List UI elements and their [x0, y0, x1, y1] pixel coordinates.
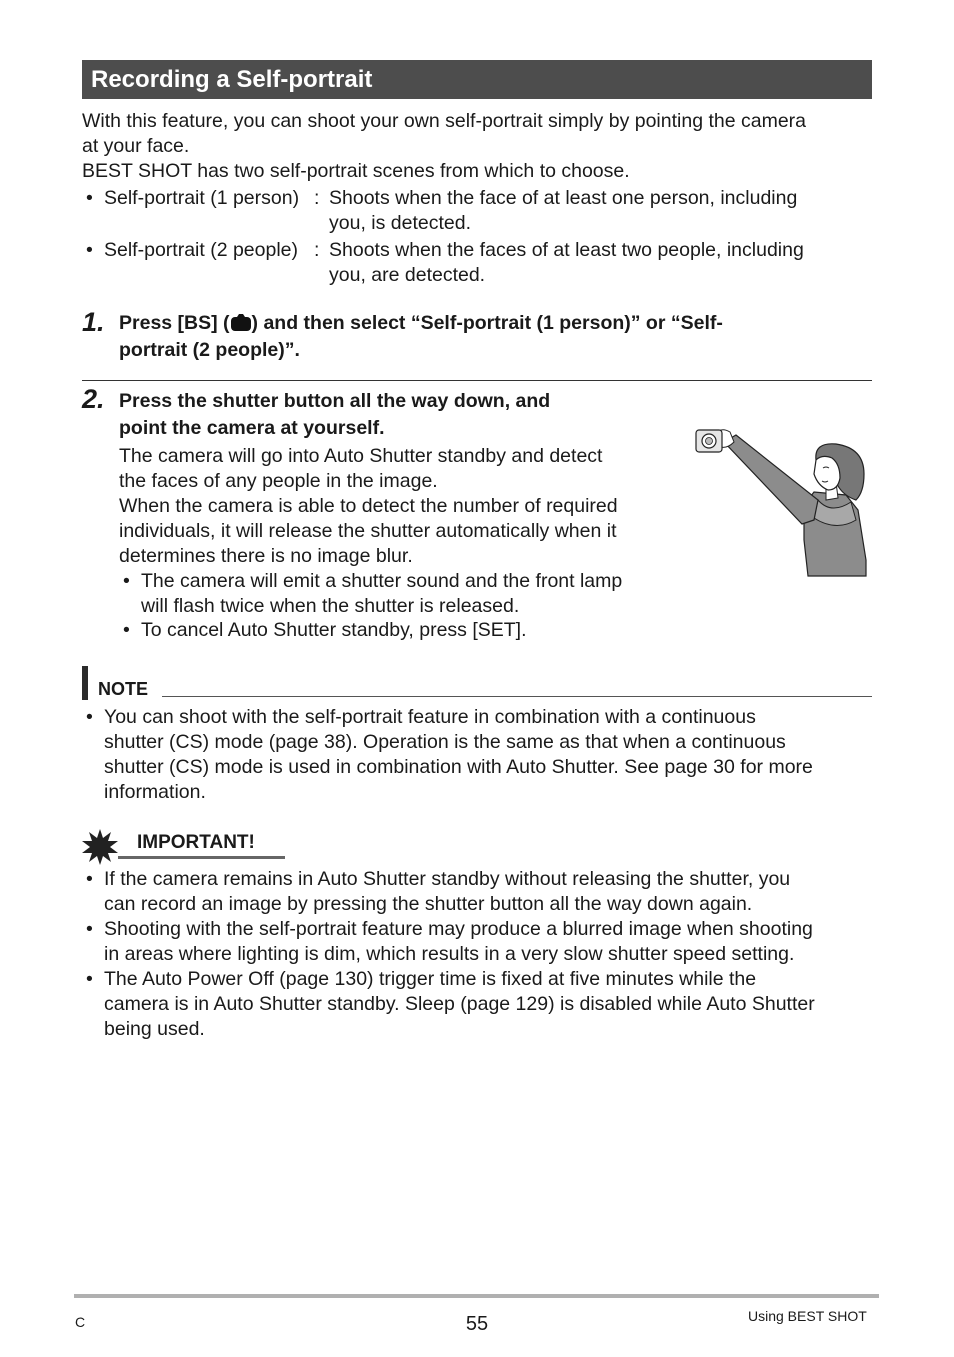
scene-desc: Shoots when the face of at least one person, including: [329, 187, 798, 209]
important-rule: [118, 856, 285, 859]
page-number: 55: [465, 1313, 489, 1335]
bullet-dot: •: [86, 239, 93, 261]
bullet-dot: •: [86, 968, 93, 990]
step-bullet-line: To cancel Auto Shutter standby, press [SET].: [141, 619, 527, 641]
scene-separator: :: [314, 187, 320, 209]
important-line: can record an image by pressing the shutter button all the way down again.: [104, 893, 753, 915]
intro-line: at your face.: [82, 135, 190, 157]
bullet-dot: •: [86, 868, 93, 890]
bs-camera-icon: [230, 312, 252, 339]
intro-line: With this feature, you can shoot your own self-portrait simply by pointing the camera: [82, 110, 807, 132]
bullet-dot: •: [86, 918, 93, 940]
note-line: shutter (CS) mode (page 38). Operation is the same as that when a continuous: [104, 731, 786, 753]
step-body-line: The camera will go into Auto Shutter standby and detect: [119, 445, 603, 467]
step-title: portrait (2 people)”.: [119, 339, 300, 361]
step-body-line: individuals, it will release the shutter automatically when it: [119, 520, 617, 542]
step-bullet-line: The camera will emit a shutter sound and the front lamp: [141, 570, 623, 592]
footer-chapter: Using BEST SHOT: [748, 1308, 867, 1324]
section-title: Recording a Self-portrait: [82, 60, 872, 99]
important-line: in areas where lighting is dim, which results in a very slow shutter speed setting.: [104, 943, 795, 965]
important-burst-icon: [82, 829, 118, 865]
step-bullet-line: will flash twice when the shutter is released.: [141, 595, 520, 617]
important-label: IMPORTANT!: [137, 832, 255, 853]
important-line: camera is in Auto Shutter standby. Sleep (page 129) is disabled while Auto Shutter: [104, 993, 815, 1015]
important-line: Shooting with the self-portrait feature may produce a blurred image when shooting: [104, 918, 813, 940]
note-label: NOTE: [98, 679, 149, 699]
scene-label: Self-portrait (2 people): [104, 239, 299, 261]
note-rule: [162, 696, 872, 697]
step-body-line: When the camera is able to detect the number of required: [119, 495, 618, 517]
step-text: ) and then select “Self-portrait (1 person)” or “Self-: [251, 312, 723, 334]
scene-label: Self-portrait (1 person): [104, 187, 300, 209]
scene-separator: :: [314, 239, 320, 261]
important-line: The Auto Power Off (page 130) trigger time is fixed at five minutes while the: [104, 968, 757, 990]
divider: [82, 380, 872, 381]
step-number: 1.: [82, 307, 105, 337]
important-line: If the camera remains in Auto Shutter standby without releasing the shutter, you: [104, 868, 791, 890]
self-portrait-illustration: [686, 420, 870, 580]
note-line: information.: [104, 781, 206, 803]
footer-rule: [74, 1294, 879, 1298]
step-body-line: determines there is no image blur.: [119, 545, 413, 567]
note-marker: [82, 666, 88, 700]
scene-desc: Shoots when the faces of at least two people, including: [329, 239, 804, 261]
footer-left-mark: C: [75, 1314, 86, 1330]
scene-desc: you, are detected.: [329, 264, 486, 286]
note-line: shutter (CS) mode is used in combination with Auto Shutter. See page 30 for more: [104, 756, 813, 778]
intro-line: BEST SHOT has two self-portrait scenes from which to choose.: [82, 160, 630, 182]
bullet-dot: •: [123, 570, 130, 592]
step-title: [119, 310, 723, 339]
scene-desc: you, is detected.: [329, 212, 472, 234]
note-line: You can shoot with the self-portrait feature in combination with a continuous: [104, 706, 756, 728]
important-line: being used.: [104, 1018, 205, 1040]
step-body-line: the faces of any people in the image.: [119, 470, 438, 492]
step-number: 2.: [82, 384, 105, 414]
bullet-dot: •: [123, 619, 130, 641]
step-text: Press [BS] (: [119, 312, 230, 334]
step-title: point the camera at yourself.: [119, 417, 385, 439]
step-title: Press the shutter button all the way down, and: [119, 390, 551, 412]
bullet-dot: •: [86, 187, 93, 209]
bullet-dot: •: [86, 706, 93, 728]
